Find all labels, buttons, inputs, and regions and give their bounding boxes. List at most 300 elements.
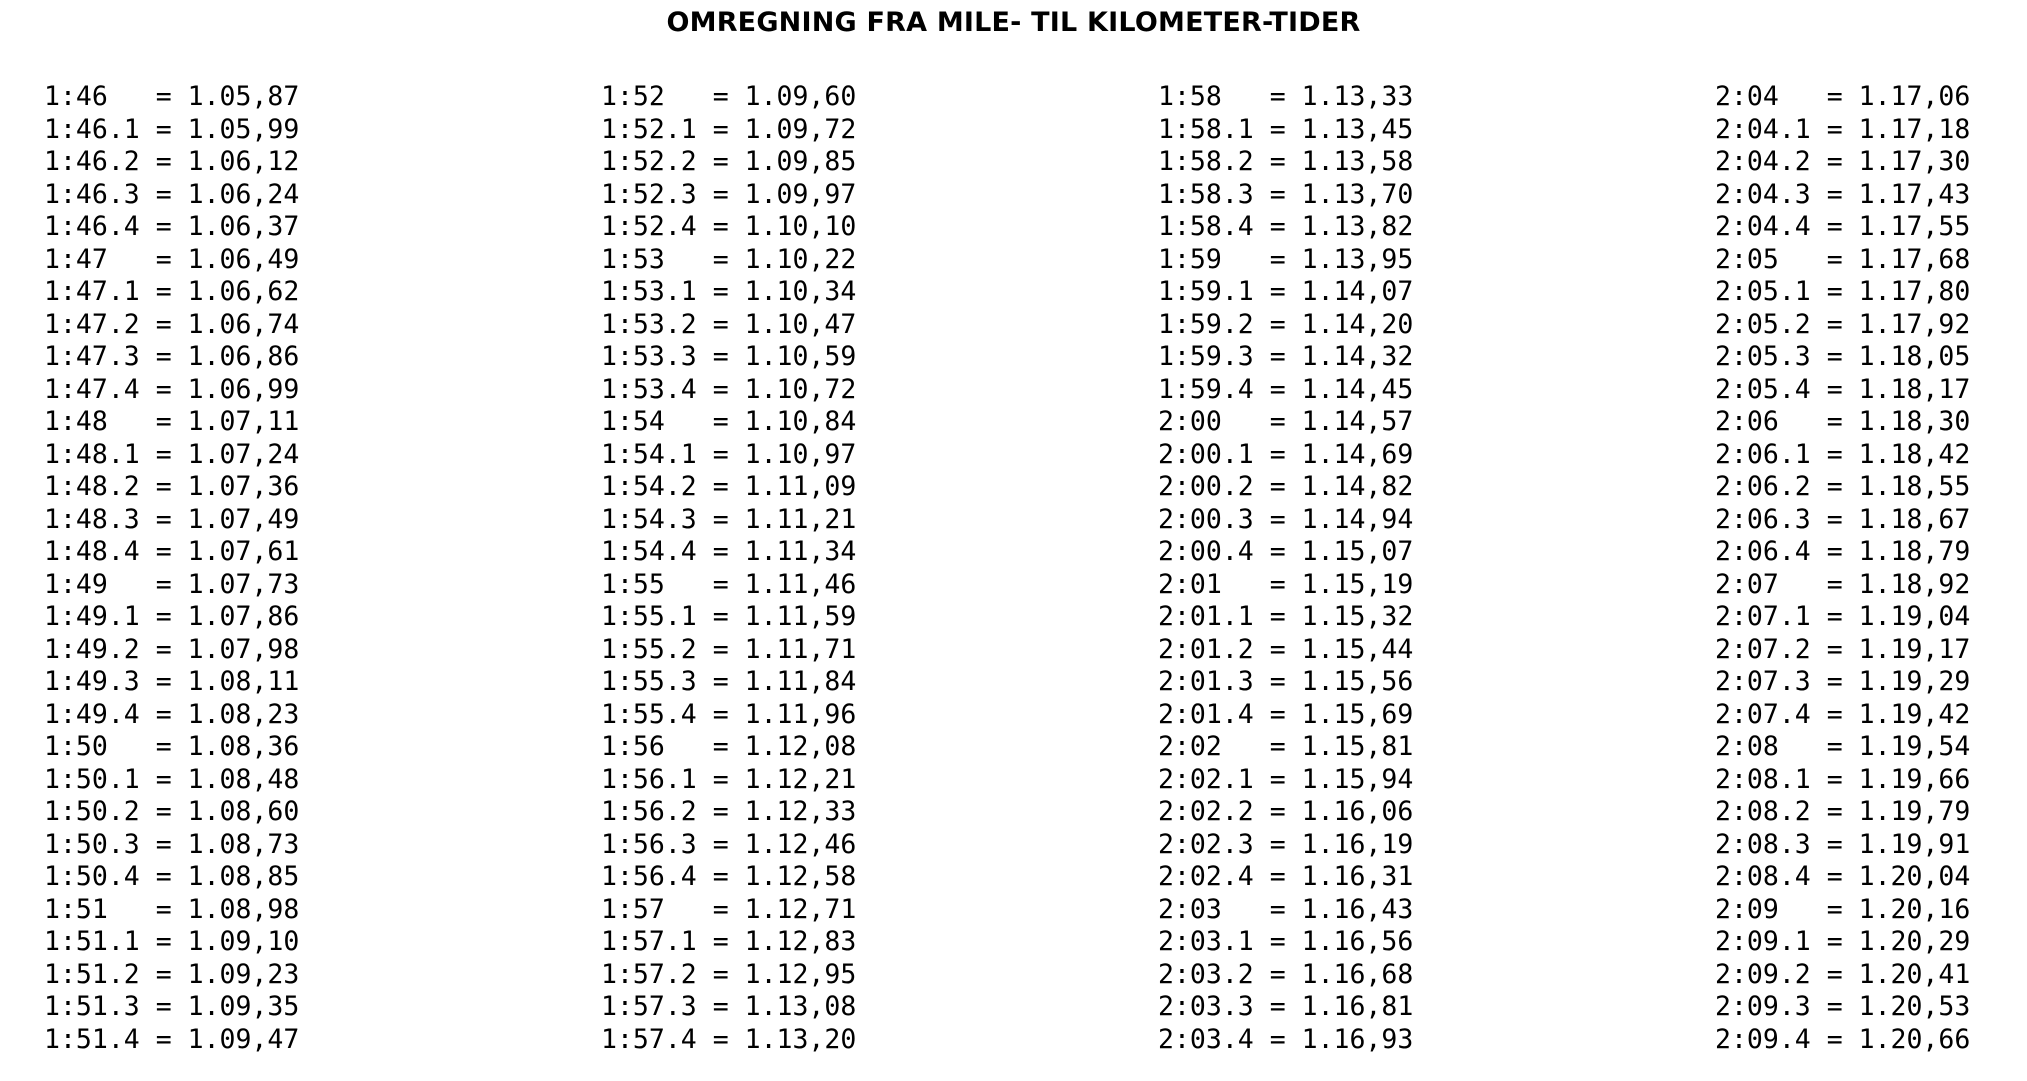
equals-sign: = xyxy=(1810,926,1859,957)
mile-time: 1:49.2 xyxy=(44,633,140,665)
km-time: 1.18,55 xyxy=(1858,471,1971,502)
mile-time: 2:06.4 xyxy=(1715,536,1811,567)
mile-time: 1:57.2 xyxy=(601,958,697,990)
equals-sign: = xyxy=(1810,796,1859,827)
equals-sign: = xyxy=(1253,471,1302,502)
km-time: 1.16,56 xyxy=(1301,926,1414,957)
conversion-row xyxy=(1158,1024,1413,1057)
conversion-row xyxy=(1715,211,1970,244)
km-time: 1.08,73 xyxy=(187,828,300,860)
conversion-row xyxy=(1158,374,1413,407)
km-time: 1.09,72 xyxy=(744,113,857,145)
mile-time: 1:50.2 xyxy=(44,796,140,827)
equals-sign: = xyxy=(1253,406,1302,437)
km-time: 1.06,12 xyxy=(187,146,300,177)
conversion-row xyxy=(44,959,299,992)
km-time: 1.06,74 xyxy=(187,308,300,340)
mile-time: 1:51.4 xyxy=(44,1023,140,1055)
km-time: 1.15,19 xyxy=(1301,568,1414,600)
km-time: 1.15,44 xyxy=(1301,633,1414,665)
equals-sign: = xyxy=(696,731,745,762)
km-time: 1.20,16 xyxy=(1858,893,1971,925)
equals-sign: = xyxy=(139,958,188,990)
km-time: 1.11,71 xyxy=(744,633,857,665)
conversion-row xyxy=(1158,699,1413,732)
km-time: 1.09,23 xyxy=(187,958,300,990)
conversion-row xyxy=(44,309,299,342)
km-time: 1.07,49 xyxy=(187,503,300,535)
conversion-row xyxy=(601,536,856,569)
conversion-row xyxy=(1715,959,1970,992)
conversion-table xyxy=(0,81,2027,1061)
equals-sign: = xyxy=(139,828,188,860)
km-time: 1.10,22 xyxy=(744,243,857,275)
equals-sign: = xyxy=(1810,536,1859,567)
mile-time: 1:47 xyxy=(44,243,140,275)
mile-time: 1:57.4 xyxy=(601,1023,697,1055)
conversion-row xyxy=(601,244,856,277)
km-time: 1.15,32 xyxy=(1301,601,1414,632)
mile-time: 2:07.1 xyxy=(1715,601,1811,632)
conversion-column xyxy=(1158,81,1413,1056)
equals-sign: = xyxy=(696,503,745,535)
mile-time: 2:00.4 xyxy=(1158,536,1254,567)
conversion-row xyxy=(601,894,856,927)
mile-time: 2:01.1 xyxy=(1158,601,1254,632)
conversion-row xyxy=(1158,666,1413,699)
equals-sign: = xyxy=(139,406,188,437)
conversion-row xyxy=(1158,146,1413,179)
mile-time: 1:56.2 xyxy=(601,796,697,827)
km-time: 1.16,93 xyxy=(1301,1023,1414,1055)
km-time: 1.17,80 xyxy=(1858,276,1971,307)
conversion-row xyxy=(601,471,856,504)
equals-sign: = xyxy=(696,81,745,112)
km-time: 1.08,85 xyxy=(187,861,300,892)
conversion-row xyxy=(1158,536,1413,569)
km-time: 1.15,69 xyxy=(1301,698,1414,730)
equals-sign: = xyxy=(1810,1023,1859,1055)
equals-sign: = xyxy=(1810,503,1859,535)
conversion-row xyxy=(44,861,299,894)
equals-sign: = xyxy=(1810,731,1859,762)
km-time: 1.13,20 xyxy=(744,1023,857,1055)
km-time: 1.06,37 xyxy=(187,211,300,242)
mile-time: 1:57.3 xyxy=(601,991,697,1022)
mile-time: 2:00.3 xyxy=(1158,503,1254,535)
conversion-row xyxy=(1158,601,1413,634)
km-time: 1.08,48 xyxy=(187,763,300,795)
km-time: 1.17,18 xyxy=(1858,113,1971,145)
km-time: 1.16,43 xyxy=(1301,893,1414,925)
equals-sign: = xyxy=(139,81,188,112)
mile-time: 2:04 xyxy=(1715,81,1811,112)
km-time: 1.11,46 xyxy=(744,568,857,600)
km-time: 1.14,69 xyxy=(1301,438,1414,470)
conversion-row xyxy=(1158,861,1413,894)
equals-sign: = xyxy=(139,113,188,145)
km-time: 1.19,29 xyxy=(1858,666,1971,697)
equals-sign: = xyxy=(1810,308,1859,340)
equals-sign: = xyxy=(139,503,188,535)
km-time: 1.09,85 xyxy=(744,146,857,177)
mile-time: 2:09.3 xyxy=(1715,991,1811,1022)
equals-sign: = xyxy=(1810,81,1859,112)
equals-sign: = xyxy=(696,471,745,502)
mile-time: 1:53 xyxy=(601,243,697,275)
mile-time: 2:02 xyxy=(1158,731,1254,762)
km-time: 1.20,66 xyxy=(1858,1023,1971,1055)
km-time: 1.13,70 xyxy=(1301,178,1414,210)
mile-time: 2:07 xyxy=(1715,568,1811,600)
equals-sign: = xyxy=(139,796,188,827)
equals-sign: = xyxy=(139,666,188,697)
equals-sign: = xyxy=(1810,893,1859,925)
equals-sign: = xyxy=(1810,958,1859,990)
equals-sign: = xyxy=(1810,633,1859,665)
conversion-row xyxy=(601,309,856,342)
equals-sign: = xyxy=(139,991,188,1022)
equals-sign: = xyxy=(696,178,745,210)
mile-time: 1:48.1 xyxy=(44,438,140,470)
km-time: 1.08,98 xyxy=(187,893,300,925)
mile-time: 2:06.1 xyxy=(1715,438,1811,470)
equals-sign: = xyxy=(139,536,188,567)
mile-time: 1:53.2 xyxy=(601,308,697,340)
km-time: 1.11,09 xyxy=(744,471,857,502)
conversion-row xyxy=(44,471,299,504)
km-time: 1.17,55 xyxy=(1858,211,1971,242)
conversion-row xyxy=(44,666,299,699)
km-time: 1.14,45 xyxy=(1301,373,1414,405)
conversion-row xyxy=(601,504,856,537)
conversion-row xyxy=(44,536,299,569)
km-time: 1.19,54 xyxy=(1858,731,1971,762)
mile-time: 2:09.2 xyxy=(1715,958,1811,990)
mile-time: 1:46.1 xyxy=(44,113,140,145)
equals-sign: = xyxy=(1810,178,1859,210)
km-time: 1.10,10 xyxy=(744,211,857,242)
mile-time: 1:49.1 xyxy=(44,601,140,632)
conversion-row xyxy=(1715,764,1970,797)
mile-time: 1:52 xyxy=(601,81,697,112)
mile-time: 2:09.1 xyxy=(1715,926,1811,957)
conversion-row xyxy=(1158,764,1413,797)
mile-time: 1:49 xyxy=(44,568,140,600)
equals-sign: = xyxy=(1253,308,1302,340)
mile-time: 2:01.3 xyxy=(1158,666,1254,697)
conversion-row xyxy=(1715,666,1970,699)
mile-time: 1:54.4 xyxy=(601,536,697,567)
km-time: 1.11,96 xyxy=(744,698,857,730)
conversion-row xyxy=(44,991,299,1024)
equals-sign: = xyxy=(696,698,745,730)
mile-time: 2:08 xyxy=(1715,731,1811,762)
equals-sign: = xyxy=(1253,276,1302,307)
km-time: 1.11,34 xyxy=(744,536,857,567)
conversion-row xyxy=(601,926,856,959)
km-time: 1.20,04 xyxy=(1858,861,1971,892)
equals-sign: = xyxy=(1810,211,1859,242)
km-time: 1.10,84 xyxy=(744,406,857,437)
mile-time: 2:00.1 xyxy=(1158,438,1254,470)
mile-time: 1:58.3 xyxy=(1158,178,1254,210)
equals-sign: = xyxy=(139,568,188,600)
equals-sign: = xyxy=(1253,341,1302,372)
conversion-row xyxy=(1715,699,1970,732)
conversion-row xyxy=(1158,179,1413,212)
equals-sign: = xyxy=(696,243,745,275)
equals-sign: = xyxy=(139,926,188,957)
km-time: 1.12,33 xyxy=(744,796,857,827)
equals-sign: = xyxy=(1253,503,1302,535)
equals-sign: = xyxy=(696,926,745,957)
km-time: 1.17,43 xyxy=(1858,178,1971,210)
equals-sign: = xyxy=(1253,666,1302,697)
equals-sign: = xyxy=(1810,601,1859,632)
mile-time: 2:02.2 xyxy=(1158,796,1254,827)
mile-time: 1:58.4 xyxy=(1158,211,1254,242)
conversion-row xyxy=(1158,796,1413,829)
equals-sign: = xyxy=(696,633,745,665)
equals-sign: = xyxy=(139,633,188,665)
mile-time: 1:55.4 xyxy=(601,698,697,730)
conversion-row xyxy=(1158,309,1413,342)
km-time: 1.06,62 xyxy=(187,276,300,307)
conversion-row xyxy=(44,114,299,147)
mile-time: 2:07.3 xyxy=(1715,666,1811,697)
mile-time: 2:05.4 xyxy=(1715,373,1811,405)
equals-sign: = xyxy=(1810,828,1859,860)
conversion-row xyxy=(1715,341,1970,374)
conversion-row xyxy=(44,406,299,439)
equals-sign: = xyxy=(1253,731,1302,762)
km-time: 1.06,24 xyxy=(187,178,300,210)
mile-time: 2:06.2 xyxy=(1715,471,1811,502)
conversion-row xyxy=(601,276,856,309)
equals-sign: = xyxy=(139,471,188,502)
mile-time: 1:53.3 xyxy=(601,341,697,372)
mile-time: 1:53.1 xyxy=(601,276,697,307)
equals-sign: = xyxy=(1810,113,1859,145)
conversion-row xyxy=(601,146,856,179)
equals-sign: = xyxy=(1253,373,1302,405)
km-time: 1.12,21 xyxy=(744,763,857,795)
conversion-row xyxy=(601,666,856,699)
mile-time: 1:59.4 xyxy=(1158,373,1254,405)
conversion-row xyxy=(1715,926,1970,959)
mile-time: 1:56.3 xyxy=(601,828,697,860)
km-time: 1.13,95 xyxy=(1301,243,1414,275)
mile-time: 1:46.4 xyxy=(44,211,140,242)
mile-time: 2:02.1 xyxy=(1158,763,1254,795)
km-time: 1.09,47 xyxy=(187,1023,300,1055)
km-time: 1.18,05 xyxy=(1858,341,1971,372)
equals-sign: = xyxy=(1810,991,1859,1022)
mile-time: 1:47.4 xyxy=(44,373,140,405)
km-time: 1.09,35 xyxy=(187,991,300,1022)
km-time: 1.06,99 xyxy=(187,373,300,405)
km-time: 1.09,10 xyxy=(187,926,300,957)
conversion-row xyxy=(1158,471,1413,504)
mile-time: 2:05.2 xyxy=(1715,308,1811,340)
equals-sign: = xyxy=(696,861,745,892)
km-time: 1.13,08 xyxy=(744,991,857,1022)
equals-sign: = xyxy=(1253,893,1302,925)
conversion-row xyxy=(1715,634,1970,667)
conversion-row xyxy=(1715,309,1970,342)
mile-time: 1:46.2 xyxy=(44,146,140,177)
mile-time: 1:48.2 xyxy=(44,471,140,502)
mile-time: 1:52.4 xyxy=(601,211,697,242)
conversion-row xyxy=(1715,569,1970,602)
km-time: 1.14,94 xyxy=(1301,503,1414,535)
mile-time: 2:07.2 xyxy=(1715,633,1811,665)
km-time: 1.19,17 xyxy=(1858,633,1971,665)
equals-sign: = xyxy=(1253,633,1302,665)
km-time: 1.10,59 xyxy=(744,341,857,372)
equals-sign: = xyxy=(1810,471,1859,502)
mile-time: 2:04.4 xyxy=(1715,211,1811,242)
conversion-row xyxy=(1158,991,1413,1024)
equals-sign: = xyxy=(139,373,188,405)
km-time: 1.07,86 xyxy=(187,601,300,632)
conversion-row xyxy=(1715,796,1970,829)
equals-sign: = xyxy=(1253,81,1302,112)
km-time: 1.12,46 xyxy=(744,828,857,860)
mile-time: 1:54.2 xyxy=(601,471,697,502)
mile-time: 2:05.3 xyxy=(1715,341,1811,372)
conversion-row xyxy=(44,601,299,634)
conversion-row xyxy=(601,179,856,212)
mile-time: 1:57.1 xyxy=(601,926,697,957)
page-title: OMREGNING FRA MILE- TIL KILOMETER-TIDER xyxy=(666,7,1361,38)
equals-sign: = xyxy=(696,828,745,860)
equals-sign: = xyxy=(139,861,188,892)
km-time: 1.05,87 xyxy=(187,81,300,112)
equals-sign: = xyxy=(1810,698,1859,730)
conversion-column xyxy=(1715,81,1970,1056)
km-time: 1.10,97 xyxy=(744,438,857,470)
mile-time: 1:47.1 xyxy=(44,276,140,307)
km-time: 1.18,17 xyxy=(1858,373,1971,405)
conversion-row xyxy=(1158,926,1413,959)
equals-sign: = xyxy=(139,341,188,372)
km-time: 1.15,81 xyxy=(1301,731,1414,762)
equals-sign: = xyxy=(1810,146,1859,177)
equals-sign: = xyxy=(139,308,188,340)
equals-sign: = xyxy=(139,893,188,925)
mile-time: 1:51.1 xyxy=(44,926,140,957)
mile-time: 1:48 xyxy=(44,406,140,437)
mile-time: 1:50.1 xyxy=(44,763,140,795)
km-time: 1.18,79 xyxy=(1858,536,1971,567)
mile-time: 1:57 xyxy=(601,893,697,925)
conversion-row xyxy=(44,146,299,179)
equals-sign: = xyxy=(696,568,745,600)
mile-time: 1:52.1 xyxy=(601,113,697,145)
equals-sign: = xyxy=(1810,341,1859,372)
conversion-row xyxy=(44,569,299,602)
conversion-row xyxy=(1715,991,1970,1024)
conversion-row xyxy=(44,926,299,959)
conversion-row xyxy=(1158,894,1413,927)
km-time: 1.19,04 xyxy=(1858,601,1971,632)
mile-time: 1:56 xyxy=(601,731,697,762)
km-time: 1.08,36 xyxy=(187,731,300,762)
conversion-row xyxy=(1715,1024,1970,1057)
km-time: 1.07,36 xyxy=(187,471,300,502)
conversion-row xyxy=(44,341,299,374)
conversion-row xyxy=(44,244,299,277)
conversion-row xyxy=(44,504,299,537)
conversion-row xyxy=(601,341,856,374)
km-time: 1.16,68 xyxy=(1301,958,1414,990)
conversion-row xyxy=(44,894,299,927)
mile-time: 1:48.4 xyxy=(44,536,140,567)
km-time: 1.16,19 xyxy=(1301,828,1414,860)
mile-time: 1:51 xyxy=(44,893,140,925)
mile-time: 2:01 xyxy=(1158,568,1254,600)
km-time: 1.14,57 xyxy=(1301,406,1414,437)
conversion-row xyxy=(1158,244,1413,277)
equals-sign: = xyxy=(696,341,745,372)
conversion-row xyxy=(601,439,856,472)
mile-time: 1:51.3 xyxy=(44,991,140,1022)
mile-time: 1:50.4 xyxy=(44,861,140,892)
mile-time: 2:04.1 xyxy=(1715,113,1811,145)
mile-time: 2:08.3 xyxy=(1715,828,1811,860)
conversion-row xyxy=(44,439,299,472)
mile-time: 2:03 xyxy=(1158,893,1254,925)
km-time: 1.07,11 xyxy=(187,406,300,437)
equals-sign: = xyxy=(696,893,745,925)
mile-time: 1:51.2 xyxy=(44,958,140,990)
conversion-row xyxy=(1158,114,1413,147)
mile-time: 2:06.3 xyxy=(1715,503,1811,535)
km-time: 1.19,79 xyxy=(1858,796,1971,827)
equals-sign: = xyxy=(1253,146,1302,177)
mile-time: 2:05 xyxy=(1715,243,1811,275)
km-time: 1.11,59 xyxy=(744,601,857,632)
km-time: 1.15,07 xyxy=(1301,536,1414,567)
equals-sign: = xyxy=(1810,406,1859,437)
km-time: 1.07,73 xyxy=(187,568,300,600)
mile-time: 1:46.3 xyxy=(44,178,140,210)
mile-time: 2:08.2 xyxy=(1715,796,1811,827)
conversion-row xyxy=(44,829,299,862)
conversion-row xyxy=(1715,179,1970,212)
equals-sign: = xyxy=(696,276,745,307)
equals-sign: = xyxy=(696,991,745,1022)
equals-sign: = xyxy=(139,1023,188,1055)
conversion-row xyxy=(1158,81,1413,114)
mile-time: 1:59.3 xyxy=(1158,341,1254,372)
mile-time: 1:52.3 xyxy=(601,178,697,210)
conversion-column xyxy=(44,81,299,1056)
equals-sign: = xyxy=(696,113,745,145)
conversion-row xyxy=(44,374,299,407)
equals-sign: = xyxy=(139,178,188,210)
equals-sign: = xyxy=(139,276,188,307)
conversion-row xyxy=(601,861,856,894)
conversion-row xyxy=(1715,504,1970,537)
km-time: 1.17,06 xyxy=(1858,81,1971,112)
km-time: 1.13,82 xyxy=(1301,211,1414,242)
km-time: 1.12,08 xyxy=(744,731,857,762)
conversion-row xyxy=(1158,569,1413,602)
mile-time: 2:09 xyxy=(1715,893,1811,925)
